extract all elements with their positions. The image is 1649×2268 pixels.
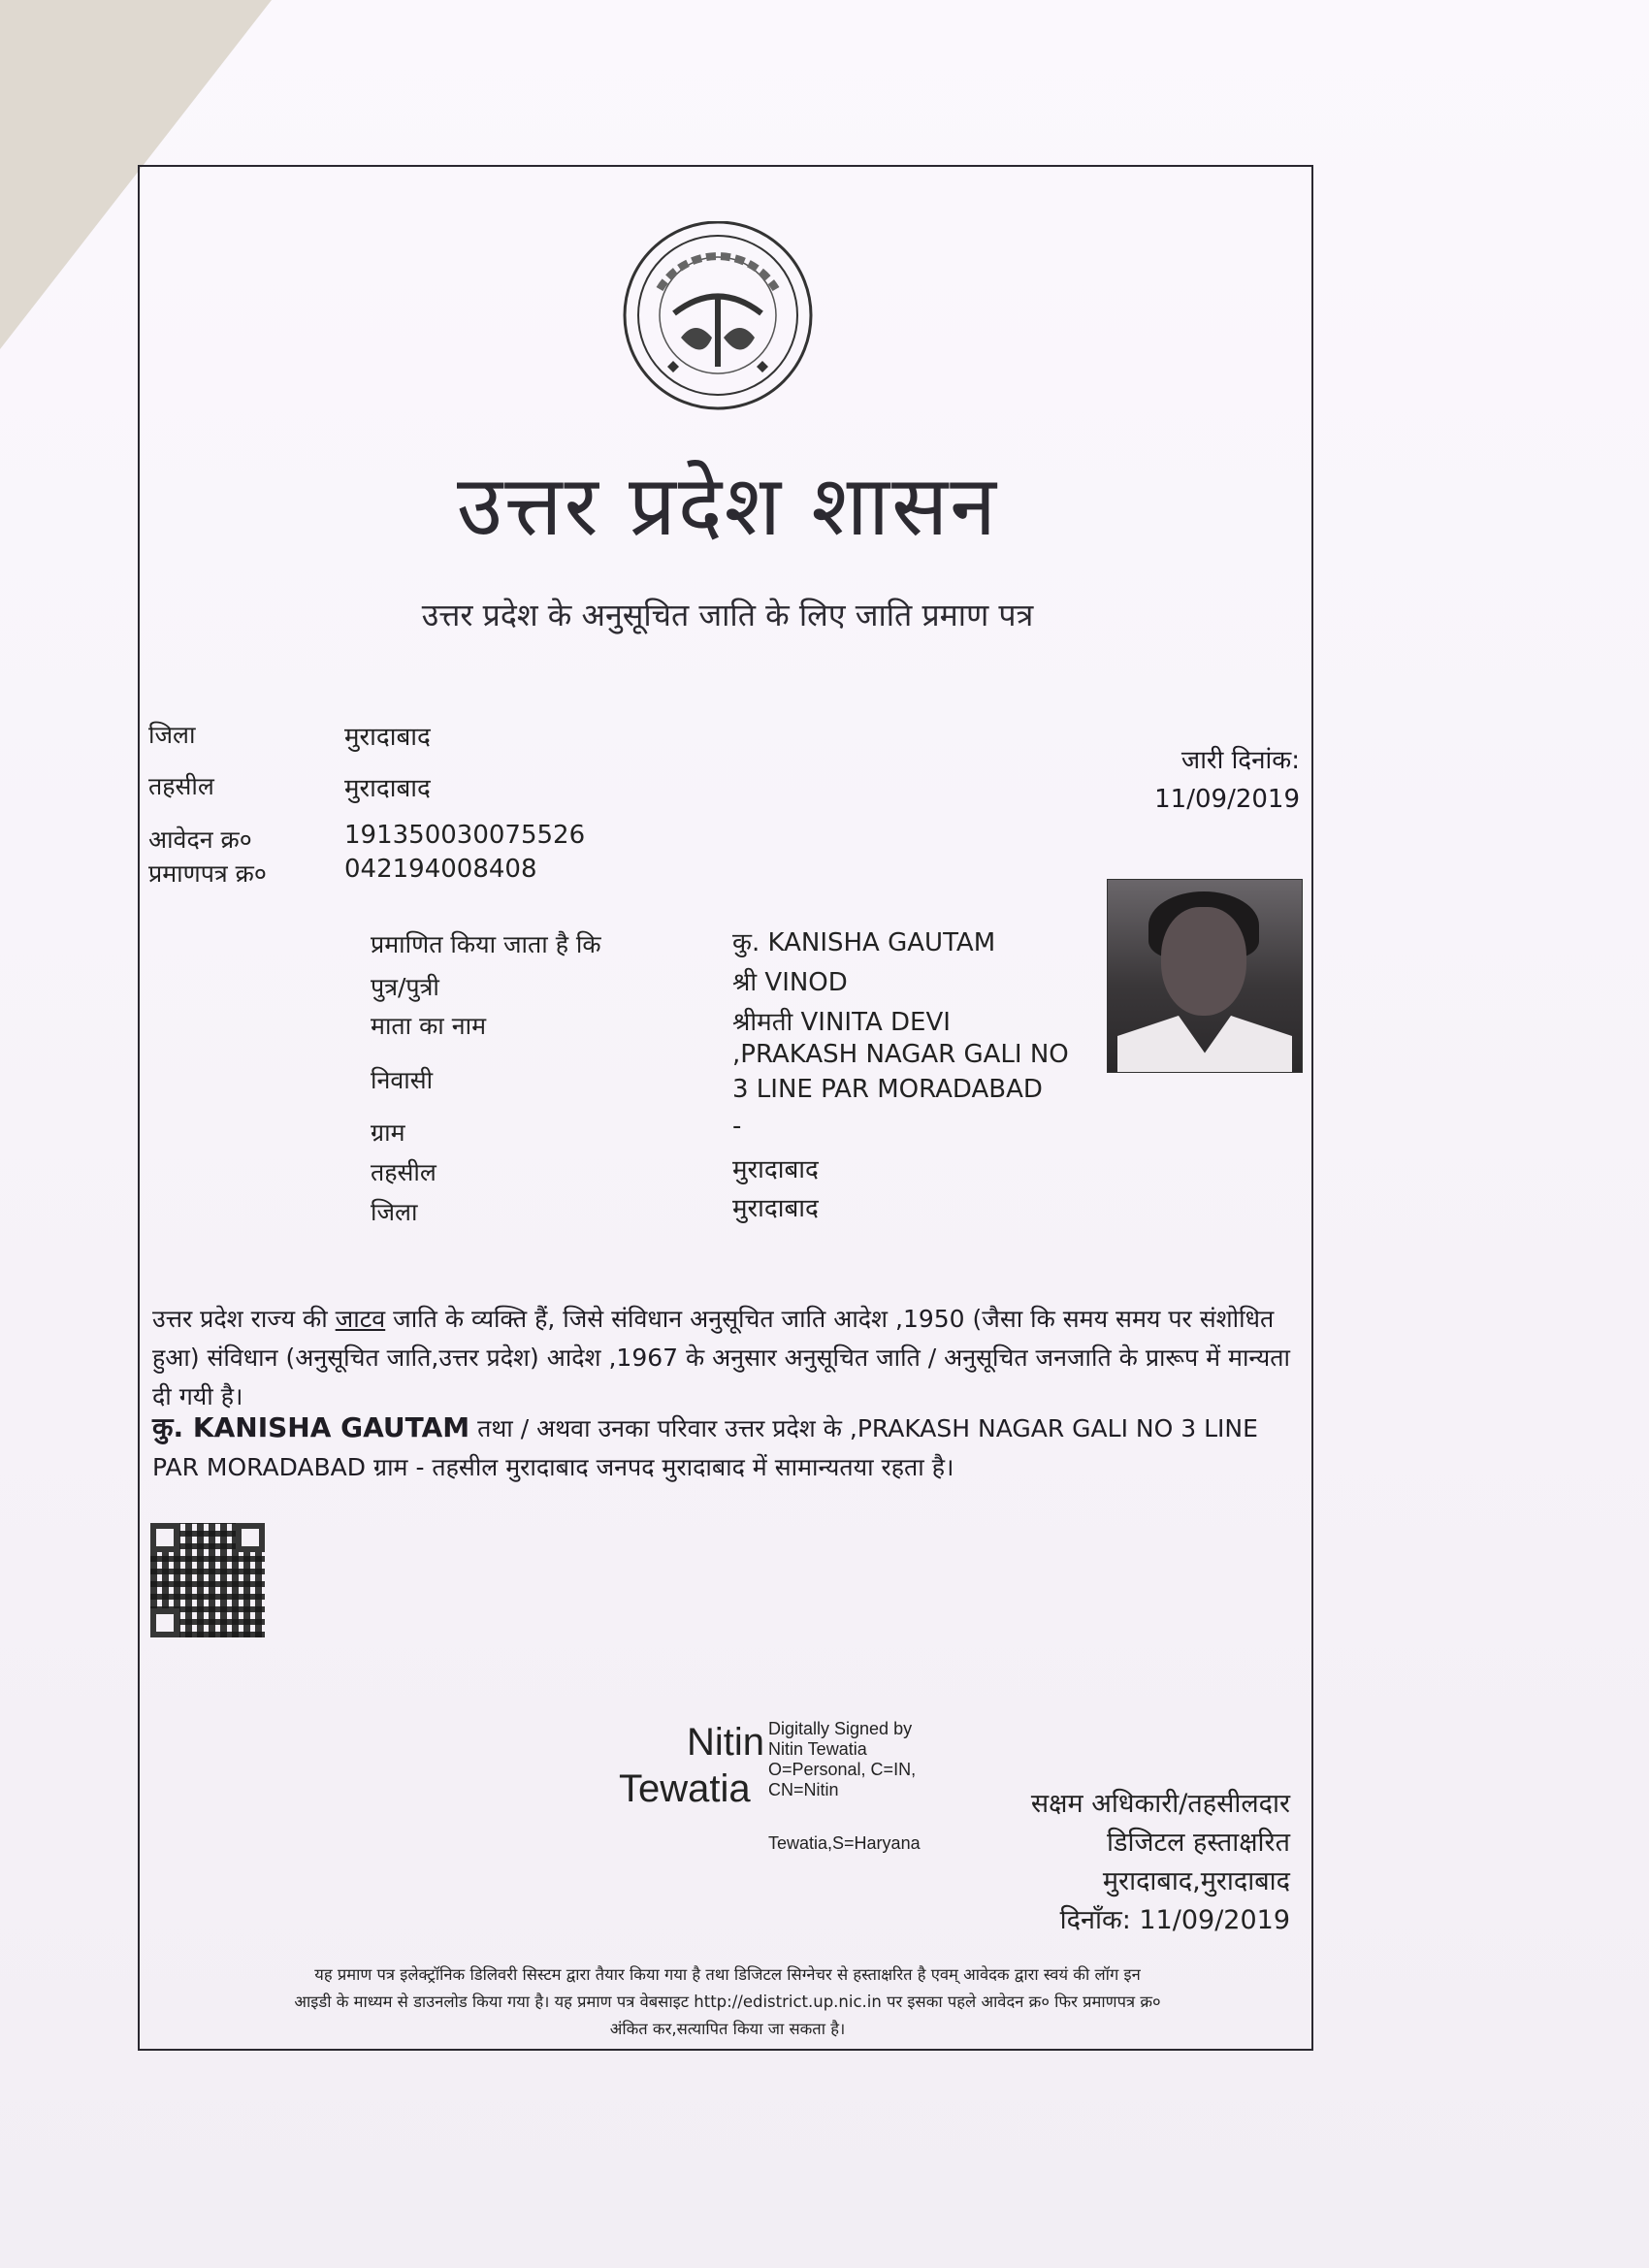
- officer-location: मुरादाबाद,मुरादाबाद: [1102, 1866, 1290, 1896]
- district-value: मुरादाबाद: [344, 723, 431, 752]
- mother-name-label: माता का नाम: [371, 1012, 487, 1040]
- document-subtitle: उत्तर प्रदेश के अनुसूचित जाति के लिए जाति प्रमाण पत्र: [421, 597, 1034, 633]
- issue-date-label: जारी दिनांक:: [1180, 746, 1300, 775]
- caste-text-2: जाति के व्यक्ति हैं, जिसे संविधान अनुसूचित जाति आदेश ,1950 (जैसा कि समय समय पर संशोधित हुआ) संविधान (अनुसूचित जाति,उत्तर प्रदेश) आदेश ,1967 के अनुसार अनुसूचित जाति / अनुसूचित जनजाति के प्रारूप में मान्यता दी गयी है।: [152, 1305, 1291, 1410]
- address-line-1: ,PRAKASH NAGAR GALI NO: [732, 1040, 1069, 1069]
- qr-code: [150, 1523, 265, 1637]
- issue-date-value: 11/09/2019: [1154, 785, 1300, 814]
- caste-declaration-paragraph: [152, 1300, 1297, 1416]
- signer-first-name: Nitin: [687, 1721, 765, 1764]
- detail-tehsil-label: तहसील: [371, 1158, 436, 1186]
- officer-digital-signed: डिजिटल हस्ताक्षरित: [1107, 1828, 1290, 1858]
- applicant-name-bold: कु. KANISHA GAUTAM: [152, 1411, 470, 1443]
- applicant-name-value: कु. KANISHA GAUTAM: [732, 928, 996, 957]
- district-label: जिला: [148, 721, 196, 749]
- son-daughter-label: पुत्र/पुत्री: [371, 973, 439, 1001]
- village-value: -: [732, 1112, 742, 1141]
- tehsil-label: तहसील: [148, 772, 214, 800]
- certificate-number-label: प्रमाणपत्र क्र०: [148, 859, 267, 888]
- issuing-officer-block: [970, 1785, 1290, 1940]
- tehsil-value: मुरादाबाद: [344, 774, 431, 803]
- certificate-number-value: 042194008408: [344, 855, 537, 884]
- document-title: उत्तर प्रदेश शासन: [456, 458, 999, 555]
- residence-paragraph: [152, 1409, 1297, 1487]
- signature-state: Tewatia,S=Haryana: [768, 1833, 921, 1853]
- detail-district-label: जिला: [371, 1198, 418, 1226]
- certified-label: प्रमाणित किया जाता है कि: [371, 930, 601, 958]
- signer-last-name: Tewatia: [619, 1767, 751, 1810]
- mother-name-value: श्रीमती VINITA DEVI: [732, 1008, 951, 1037]
- resident-label: निवासी: [371, 1066, 434, 1094]
- verification-footer: यह प्रमाण पत्र इलेक्ट्रॉनिक डिलिवरी सिस्टम द्वारा तैयार किया गया है तथा डिजिटल सिग्नेचर से हस्ताक्षरित है एवम् आवेदक द्वारा स्वयं की लॉग इन आइडी के माध्यम से डाउनलोड किया गया है। यह प्रमाण पत्र वेबसाइट http://edistrict.up.nic.in पर इसका पहले आवेदन क्र० फिर प्रमाणपत्र क्र० अंकित कर,सत्यापित किया जा सकता है।: [294, 1965, 1161, 2038]
- signature-details: Digitally Signed by Nitin Tewatia O=Personal, C=IN, CN=Nitin: [768, 1719, 917, 1799]
- address-line-2: 3 LINE PAR MORADABAD: [732, 1075, 1043, 1104]
- detail-tehsil-value: मुरादाबाद: [732, 1155, 819, 1184]
- officer-date: दिनाँक: 11/09/2019: [1059, 1905, 1290, 1935]
- caste-text-1: उत्तर प्रदेश राज्य की: [152, 1305, 336, 1333]
- village-label: ग्राम: [371, 1118, 405, 1147]
- issue-date-block: [1106, 741, 1300, 819]
- officer-designation: सक्षम अधिकारी/तहसीलदार: [1030, 1789, 1290, 1819]
- residence-text: तथा / अथवा उनका परिवार उत्तर प्रदेश के ,PRAKASH NAGAR GALI NO 3 LINE PAR MORADABAD ग्राम - तहसील मुरादाबाद जनपद मुरादाबाद में सामान्यतया रहता है।: [152, 1414, 1258, 1481]
- detail-district-value: मुरादाबाद: [732, 1194, 819, 1223]
- up-government-seal-icon: [621, 221, 815, 410]
- applicant-photo: [1107, 879, 1303, 1073]
- application-number-label: आवेदन क्र०: [148, 826, 252, 854]
- application-number-value: 191350030075526: [344, 821, 586, 850]
- caste-name: जाटव: [335, 1305, 386, 1333]
- father-name-value: श्री VINOD: [732, 968, 848, 997]
